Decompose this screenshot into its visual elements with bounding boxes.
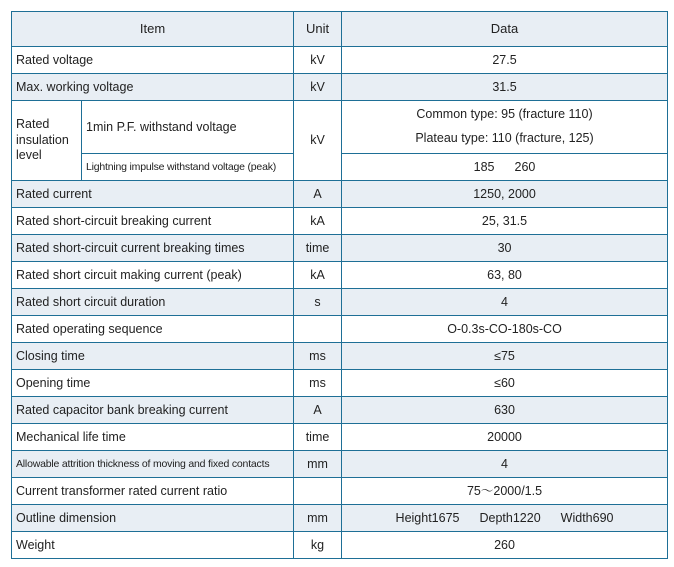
row-item: Max. working voltage [12,74,294,101]
row-data: 30 [342,235,668,262]
outline-height: Height1675 [395,510,460,525]
outline-width: Width690 [560,510,614,525]
row-unit: A [294,181,342,208]
table-row [12,316,668,343]
row-item: Current transformer rated current ratio [12,478,294,505]
table-row [12,451,668,478]
row-data: 260 [342,532,668,559]
row-item: Rated short circuit making current (peak) [12,262,294,289]
row-item: Rated short circuit duration [12,289,294,316]
row-data: 25, 31.5 [342,208,668,235]
row-data: 20000 [342,424,668,451]
insulation-unit: kV [294,101,342,181]
row-item: Rated capacitor bank breaking current [12,397,294,424]
table-row [12,74,668,101]
row-data: O-0.3s-CO-180s-CO [342,316,668,343]
row-item: Allowable attrition thickness of moving and fixed contacts [12,451,294,478]
specification-table [11,11,668,559]
row-unit [294,478,342,505]
table-row [12,397,668,424]
row-unit [294,316,342,343]
table-row [12,262,668,289]
outline-dimension-data [342,505,668,532]
lightning-impulse-value-a: 185 [473,159,495,174]
row-item: Rated voltage [12,47,294,74]
table-row [12,505,668,532]
row-data: ≤60 [342,370,668,397]
table-row [12,101,668,154]
table-row [12,289,668,316]
row-unit: time [294,235,342,262]
table-row [12,478,668,505]
row-unit: A [294,397,342,424]
row-item: Mechanical life time [12,424,294,451]
specification-table-container [11,11,667,559]
row-item: Rated operating sequence [12,316,294,343]
outline-depth: Depth1220 [479,510,541,525]
table-row [12,370,668,397]
row-item: Rated current [12,181,294,208]
row-unit: mm [294,451,342,478]
row-unit: s [294,289,342,316]
header-unit: Unit [294,12,342,47]
lightning-impulse-data [342,154,668,181]
row-item: Weight [12,532,294,559]
row-unit: kV [294,47,342,74]
pf-withstand-item: 1min P.F. withstand voltage [82,101,294,154]
row-unit: ms [294,343,342,370]
row-item: Rated short-circuit breaking current [12,208,294,235]
header-item: Item [12,12,294,47]
row-item: Closing time [12,343,294,370]
table-row [12,532,668,559]
row-data: 1250, 2000 [342,181,668,208]
row-data: 75～2000/1.5 [342,478,668,505]
table-row [12,343,668,370]
row-item: Rated short-circuit current breaking times [12,235,294,262]
lightning-impulse-value-b: 260 [514,159,536,174]
row-data: 4 [342,451,668,478]
table-row [12,424,668,451]
table-row [12,235,668,262]
row-unit: kV [294,74,342,101]
header-data: Data [342,12,668,47]
row-item: Outline dimension [12,505,294,532]
insulation-level-label: Rated insulation level [12,101,82,181]
row-unit: mm [294,505,342,532]
row-data: 27.5 [342,47,668,74]
pf-plateau-type: Plateau type: 110 (fracture, 125) [415,131,594,145]
row-unit: kA [294,262,342,289]
lightning-impulse-item: Lightning impulse withstand voltage (peak) [82,154,294,181]
row-unit: kg [294,532,342,559]
row-data: 630 [342,397,668,424]
row-item: Opening time [12,370,294,397]
pf-common-type: Common type: 95 (fracture 110) [416,107,593,122]
row-unit: time [294,424,342,451]
table-row [12,181,668,208]
row-data: 63, 80 [342,262,668,289]
row-unit: ms [294,370,342,397]
table-row [12,47,668,74]
row-data: 4 [342,289,668,316]
pf-withstand-data [342,101,668,154]
row-data: 31.5 [342,74,668,101]
table-row [12,208,668,235]
row-data: ≤75 [342,343,668,370]
row-unit: kA [294,208,342,235]
